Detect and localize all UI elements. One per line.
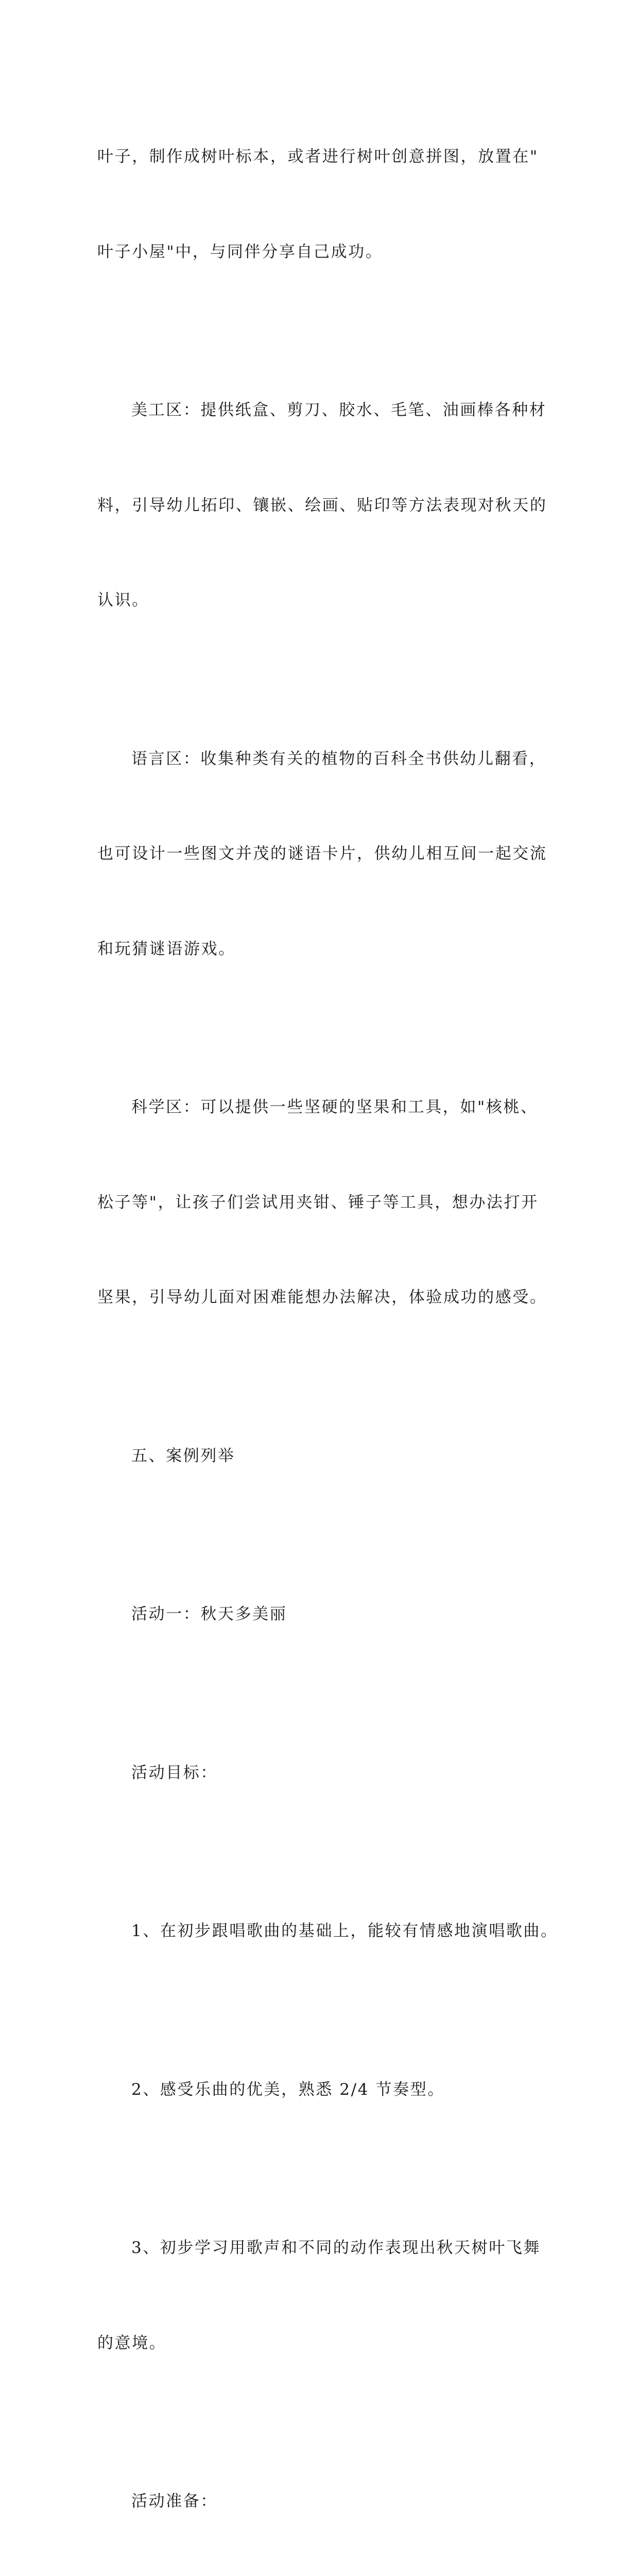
paragraph-science-area: [97, 1028, 545, 1377]
text-line: 五、案例列举: [131, 1446, 235, 1465]
goal-item-1: [97, 1852, 558, 2011]
document-body: [97, 78, 558, 2576]
text-line: 和玩猜谜语游戏。: [97, 939, 236, 958]
paragraph-language-area: [97, 680, 545, 1029]
text-line: 叶子，制作成树叶标本，或者进行树叶创意拼图，放置在": [97, 147, 539, 166]
text-line: 的意境。: [97, 2333, 167, 2352]
activity-goals-heading: [97, 1694, 545, 1853]
section-heading-case-examples: [97, 1377, 545, 1536]
text-line: 也可设计一些图文并茂的谜语卡片，供幼儿相互间一起交流: [97, 844, 547, 863]
text-line: 2、感受乐曲的优美，熟悉 2/4 节奏型。: [131, 2080, 445, 2099]
text-line: 活动一：秋天多美丽: [131, 1605, 287, 1623]
text-line: 1、在初步跟唱歌曲的基础上，能较有情感地演唱歌曲。: [131, 1922, 558, 1940]
goal-item-2: [97, 2011, 545, 2170]
text-line: 叶子小屋"中，与同伴分享自己成功。: [97, 242, 383, 261]
text-line: 活动目标：: [131, 1763, 218, 1782]
activity-title: [97, 1535, 545, 1694]
goal-item-3: [97, 2169, 545, 2422]
activity-preparation-heading: [97, 2422, 545, 2576]
text-line: 3、初步学习用歌声和不同的动作表现出秋天树叶飞舞: [131, 2239, 541, 2257]
text-line: 美工区：提供纸盒、剪刀、胶水、毛笔、油画棒各种材: [131, 401, 547, 419]
text-line: 科学区：可以提供一些坚硬的坚果和工具，如"核桃、: [131, 1098, 538, 1116]
text-line: 料，引导幼儿拓印、镶嵌、绘画、贴印等方法表现对秋天的: [97, 496, 547, 515]
text-line: 语言区：收集种类有关的植物的百科全书供幼儿翻看，: [131, 749, 547, 768]
paragraph-art-area: [97, 331, 545, 680]
text-line: 认识。: [97, 591, 149, 609]
text-line: 坚果，引导幼儿面对困难能想办法解决，体验成功的感受。: [97, 1288, 547, 1307]
text-line: 活动准备：: [131, 2492, 218, 2511]
paragraph-leaf-specimen: [97, 78, 545, 331]
text-line: 松子等"，让孩子们尝试用夹钳、锤子等工具，想办法打开: [97, 1193, 539, 1212]
